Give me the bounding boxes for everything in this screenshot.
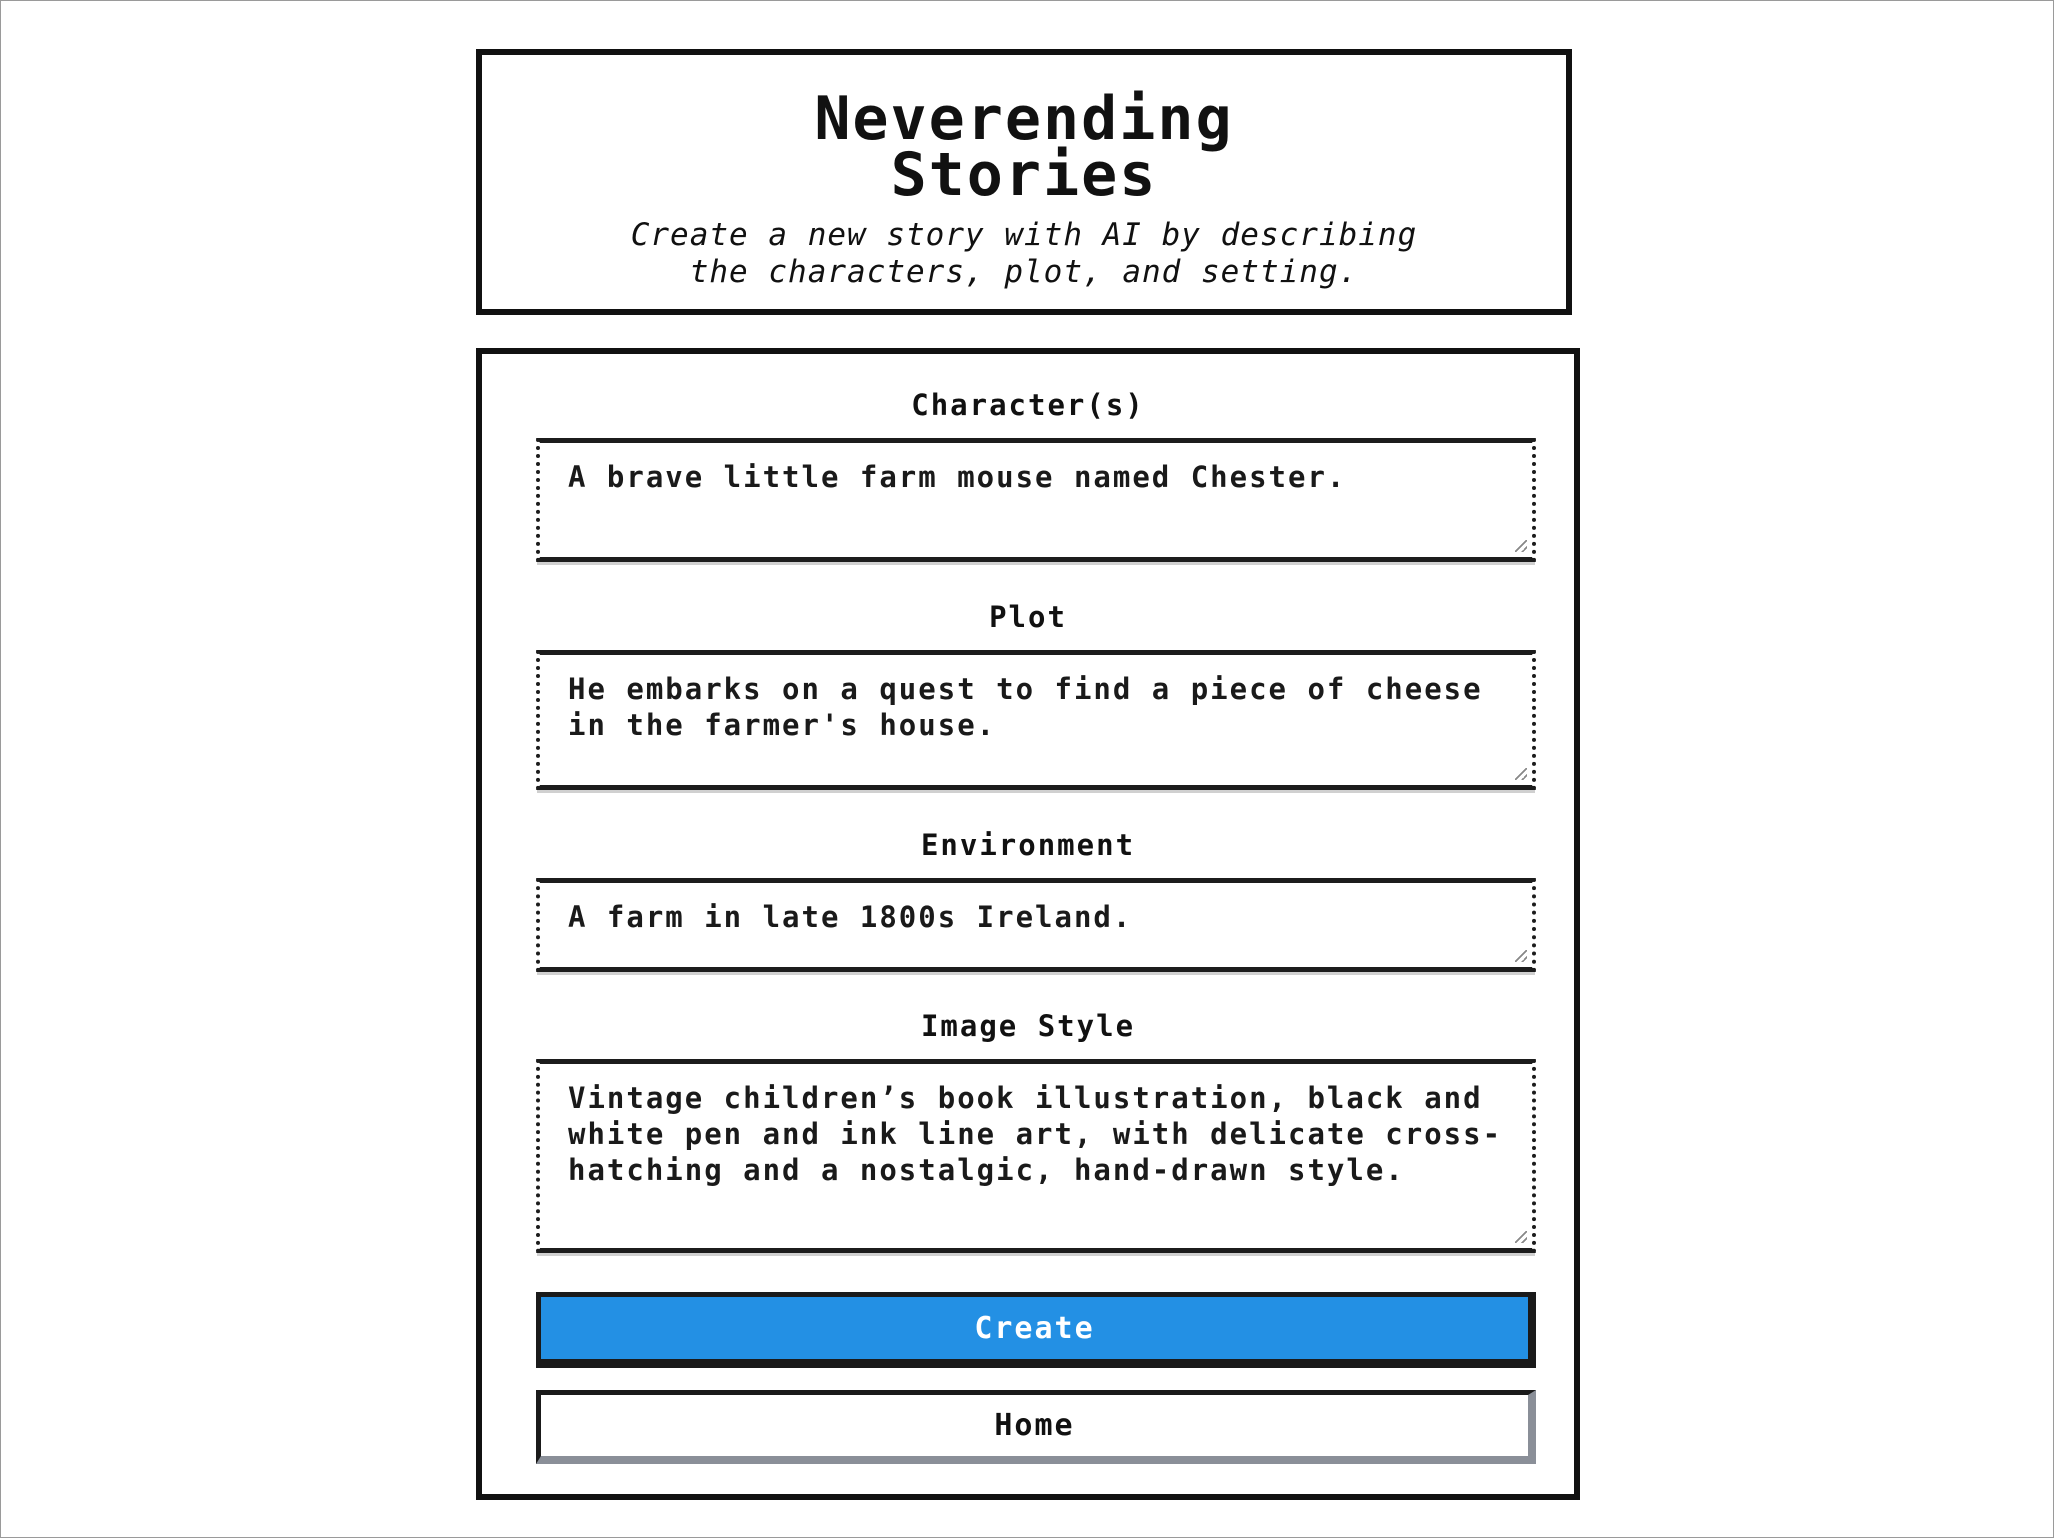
characters-field [536,438,1536,562]
subtitle-line-2: the characters, plot, and setting. [689,254,1359,290]
resize-grip-icon[interactable] [1515,950,1527,962]
environment-input[interactable] [540,883,1532,967]
header-card [476,49,1572,315]
subtitle-line-1: Create a new story with AI by describing [630,217,1418,253]
page-subtitle [482,217,1566,291]
resize-grip-icon[interactable] [1515,540,1527,552]
plot-label: Plot [989,600,1067,634]
characters-label: Character(s) [911,388,1145,422]
image-style-field [536,1059,1536,1253]
characters-input[interactable] [540,443,1532,557]
page-title [482,84,1566,210]
image-style-label: Image Style [920,1009,1136,1043]
resize-grip-icon[interactable] [1515,768,1527,780]
resize-grip-icon[interactable] [1515,1231,1527,1243]
plot-field [536,650,1536,790]
environment-label: Environment [920,828,1136,862]
image-style-input[interactable] [540,1064,1532,1248]
plot-input[interactable] [540,655,1532,785]
create-button[interactable]: Create [536,1292,1536,1368]
title-line-2: Stories [890,140,1158,210]
environment-field [536,878,1536,972]
story-form [476,348,1580,1500]
home-button[interactable]: Home [536,1390,1536,1464]
title-line-1: Neverending [814,84,1234,154]
